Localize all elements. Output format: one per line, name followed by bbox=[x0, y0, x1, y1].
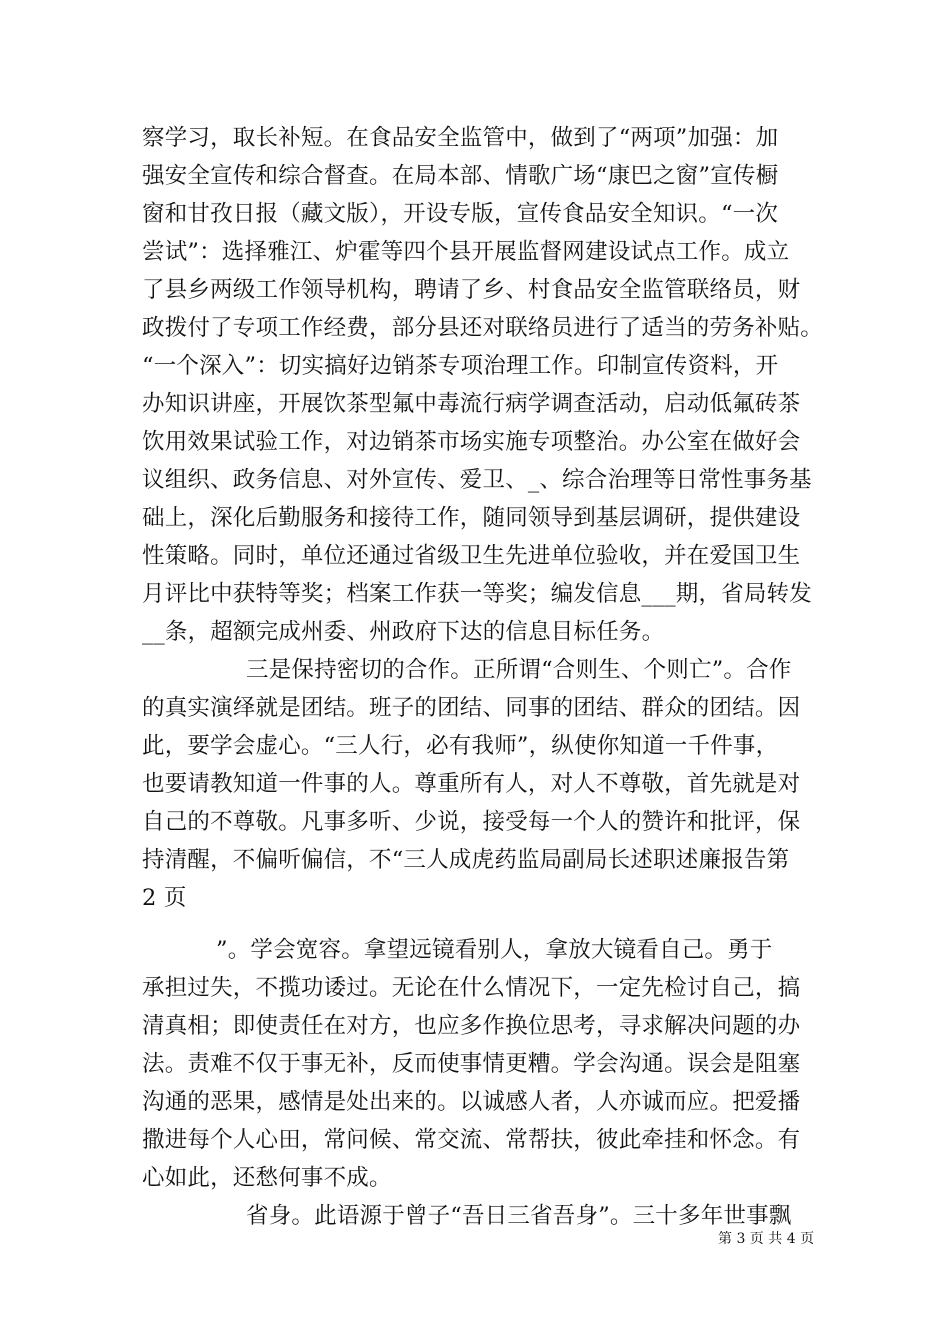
text-line: 法。责难不仅于事无补，反而使事情更糟。学会沟通。误会是阻塞 bbox=[142, 1051, 801, 1077]
text-line: 础上，深化后勤服务和接待工作，随同领导到基层调研，提供建设 bbox=[142, 505, 801, 531]
text-line: 窗和甘孜日报（藏文版），开设专版，宣传食品安全知识。“一次 bbox=[142, 201, 779, 227]
text-line: 此，要学会虚心。“三人行，必有我师”，纵使你知道一千件事， bbox=[142, 733, 779, 759]
text-line: 撒进每个人心田，常问候、常交流、常帮扶，彼此牵挂和怀念。有 bbox=[142, 1127, 801, 1153]
text-line: 议组织、政务信息、对外宣传、爱卫、_、综合治理等日常性事务基 bbox=[142, 467, 812, 493]
paragraph-start-line: ”。学会宽容。拿望远镜看别人，拿放大镜看自己。勇于 bbox=[216, 937, 773, 963]
text-line: 月评比中获特等奖；档案工作获一等奖；编发信息___期，省局转发 bbox=[142, 581, 812, 607]
text-line: 的真实演绎就是团结。班子的团结、同事的团结、群众的团结。因 bbox=[142, 695, 801, 721]
text-line: 持清醒，不偏听偏信，不“三人成虎药监局副局长述职述廉报告第 bbox=[142, 847, 790, 873]
text-line: 清真相；即使责任在对方，也应多作换位思考，寻求解决问题的办 bbox=[142, 1013, 801, 1039]
page-marker-line: 2 页 bbox=[142, 885, 187, 911]
text-line: 办知识讲座，开展饮茶型氟中毒流行病学调查活动，启动低氟砖茶 bbox=[142, 391, 801, 417]
text-line: 心如此，还愁何事不成。 bbox=[142, 1165, 392, 1191]
text-line: 自己的不尊敬。凡事多听、少说，接受每一个人的赞许和批评，保 bbox=[142, 809, 801, 835]
text-line: 政拨付了专项工作经费，部分县还对联络员进行了适当的劳务补贴。 bbox=[142, 315, 824, 341]
text-line: 性策略。同时，单位还通过省级卫生先进单位验收，并在爱国卫生 bbox=[142, 543, 801, 569]
text-line: 也要请教知道一件事的人。尊重所有人，对人不尊敬，首先就是对 bbox=[142, 771, 801, 797]
text-line: 强安全宣传和综合督查。在局本部、情歌广场“康巴之窗”宣传橱 bbox=[142, 163, 779, 189]
text-line: 了县乡两级工作领导机构，聘请了乡、村食品安全监管联络员，财 bbox=[142, 277, 801, 303]
text-line: 饮用效果试验工作，对边销茶市场实施专项整治。办公室在做好会 bbox=[142, 429, 801, 455]
text-line: “一个深入”：切实搞好边销茶专项治理工作。印制宣传资料，开 bbox=[142, 353, 779, 379]
page-number-footer: 第 3 页 共 4 页 bbox=[718, 1231, 815, 1247]
text-line: 察学习，取长补短。在食品安全监管中，做到了“两项”加强：加 bbox=[142, 125, 779, 151]
text-line: __条，超额完成州委、州政府下达的信息目标任务。 bbox=[142, 619, 665, 645]
text-line: 尝试”：选择雅江、炉霍等四个县开展监督网建设试点工作。成立 bbox=[142, 239, 790, 265]
paragraph-start-line: 省身。此语源于曾子“吾日三省吾身”。三十多年世事飘 bbox=[246, 1203, 792, 1229]
text-line: 承担过失，不揽功诿过。无论在什么情况下，一定先检讨自己，搞 bbox=[142, 975, 801, 1001]
paragraph-start-line: 三是保持密切的合作。正所谓“合则生、个则亡”。合作 bbox=[246, 657, 792, 683]
text-line: 沟通的恶果，感情是处出来的。以诚感人者，人亦诚而应。把爱播 bbox=[142, 1089, 801, 1115]
